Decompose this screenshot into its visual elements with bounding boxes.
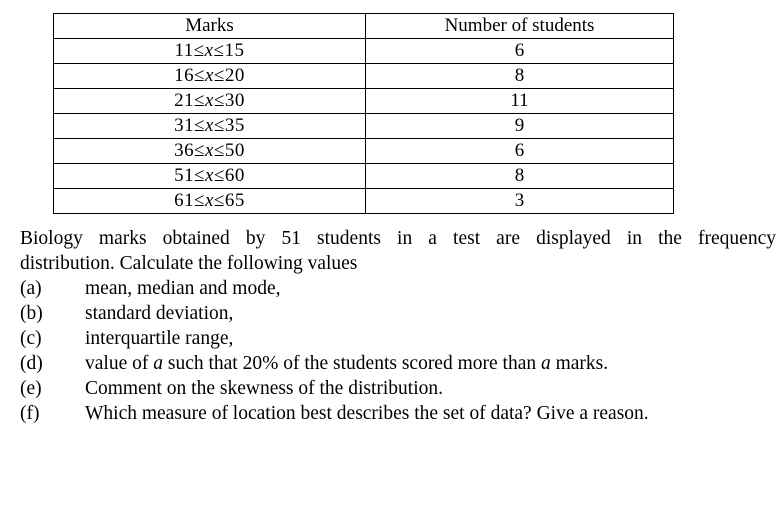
question-part-e (20, 376, 776, 401)
question-part-c (20, 326, 776, 351)
marks-interval: 21≤x≤30 (54, 89, 366, 114)
question-part-f (20, 401, 776, 426)
student-count: 8 (366, 164, 674, 189)
part-text: interquartile range, (85, 328, 234, 349)
variable-a: a (153, 353, 163, 374)
part-label: (b) (20, 303, 43, 324)
table-header-row (54, 14, 674, 39)
upper-bound: 35 (224, 115, 245, 136)
part-text: Which measure of location best describes the set of data? Give a reason. (85, 403, 649, 424)
student-count: 6 (366, 39, 674, 64)
lower-bound: 11 (174, 40, 194, 61)
part-label: (c) (20, 328, 42, 349)
lower-bound: 21 (174, 90, 195, 111)
lower-bound: 61 (174, 190, 195, 211)
lower-bound: 36 (174, 140, 195, 161)
header-marks: Marks (54, 14, 366, 39)
marks-interval: 36≤x≤50 (54, 139, 366, 164)
part-text: Comment on the skewness of the distribution. (85, 378, 444, 399)
upper-bound: 20 (224, 65, 245, 86)
question-part-a (20, 276, 776, 301)
marks-interval: 16≤x≤20 (54, 64, 366, 89)
upper-bound: 15 (224, 40, 245, 61)
part-label: (d) (20, 353, 43, 374)
table-row (54, 64, 674, 89)
table-row (54, 89, 674, 114)
header-number-of-students: Number of students (366, 14, 674, 39)
intro-line-1: Biology marks obtained by 51 students in a test are displayed in the frequency (20, 228, 776, 249)
marks-interval: 11≤x≤15 (54, 39, 366, 64)
table-row (54, 189, 674, 214)
table-row (54, 114, 674, 139)
lower-bound: 51 (174, 165, 195, 186)
frequency-table (53, 13, 674, 214)
question-intro (20, 226, 776, 276)
table-row (54, 164, 674, 189)
table-row (54, 139, 674, 164)
student-count: 9 (366, 114, 674, 139)
part-text: mean, median and mode, (85, 278, 281, 299)
question-part-d (20, 351, 776, 376)
upper-bound: 60 (224, 165, 245, 186)
intro-line-2: distribution. Calculate the following values (20, 253, 358, 274)
part-text (85, 351, 608, 376)
part-label: (e) (20, 378, 42, 399)
upper-bound: 30 (224, 90, 245, 111)
upper-bound: 65 (224, 190, 245, 211)
student-count: 6 (366, 139, 674, 164)
table-row (54, 39, 674, 64)
part-label: (a) (20, 278, 42, 299)
question-part-b (20, 301, 776, 326)
question-block (20, 226, 776, 426)
part-text-mid: such that 20% of the students scored more than (162, 353, 541, 374)
student-count: 11 (366, 89, 674, 114)
lower-bound: 16 (174, 65, 195, 86)
student-count: 3 (366, 189, 674, 214)
part-text-before: value of (85, 353, 154, 374)
variable-a: a (540, 353, 551, 374)
marks-interval: 31≤x≤35 (54, 114, 366, 139)
student-count: 8 (366, 64, 674, 89)
upper-bound: 50 (224, 140, 245, 161)
marks-interval: 51≤x≤60 (54, 164, 366, 189)
lower-bound: 31 (174, 115, 195, 136)
marks-interval: 61≤x≤65 (54, 189, 366, 214)
part-label: (f) (20, 403, 40, 424)
part-text-after: marks. (550, 353, 609, 374)
part-text: standard deviation, (85, 303, 234, 324)
